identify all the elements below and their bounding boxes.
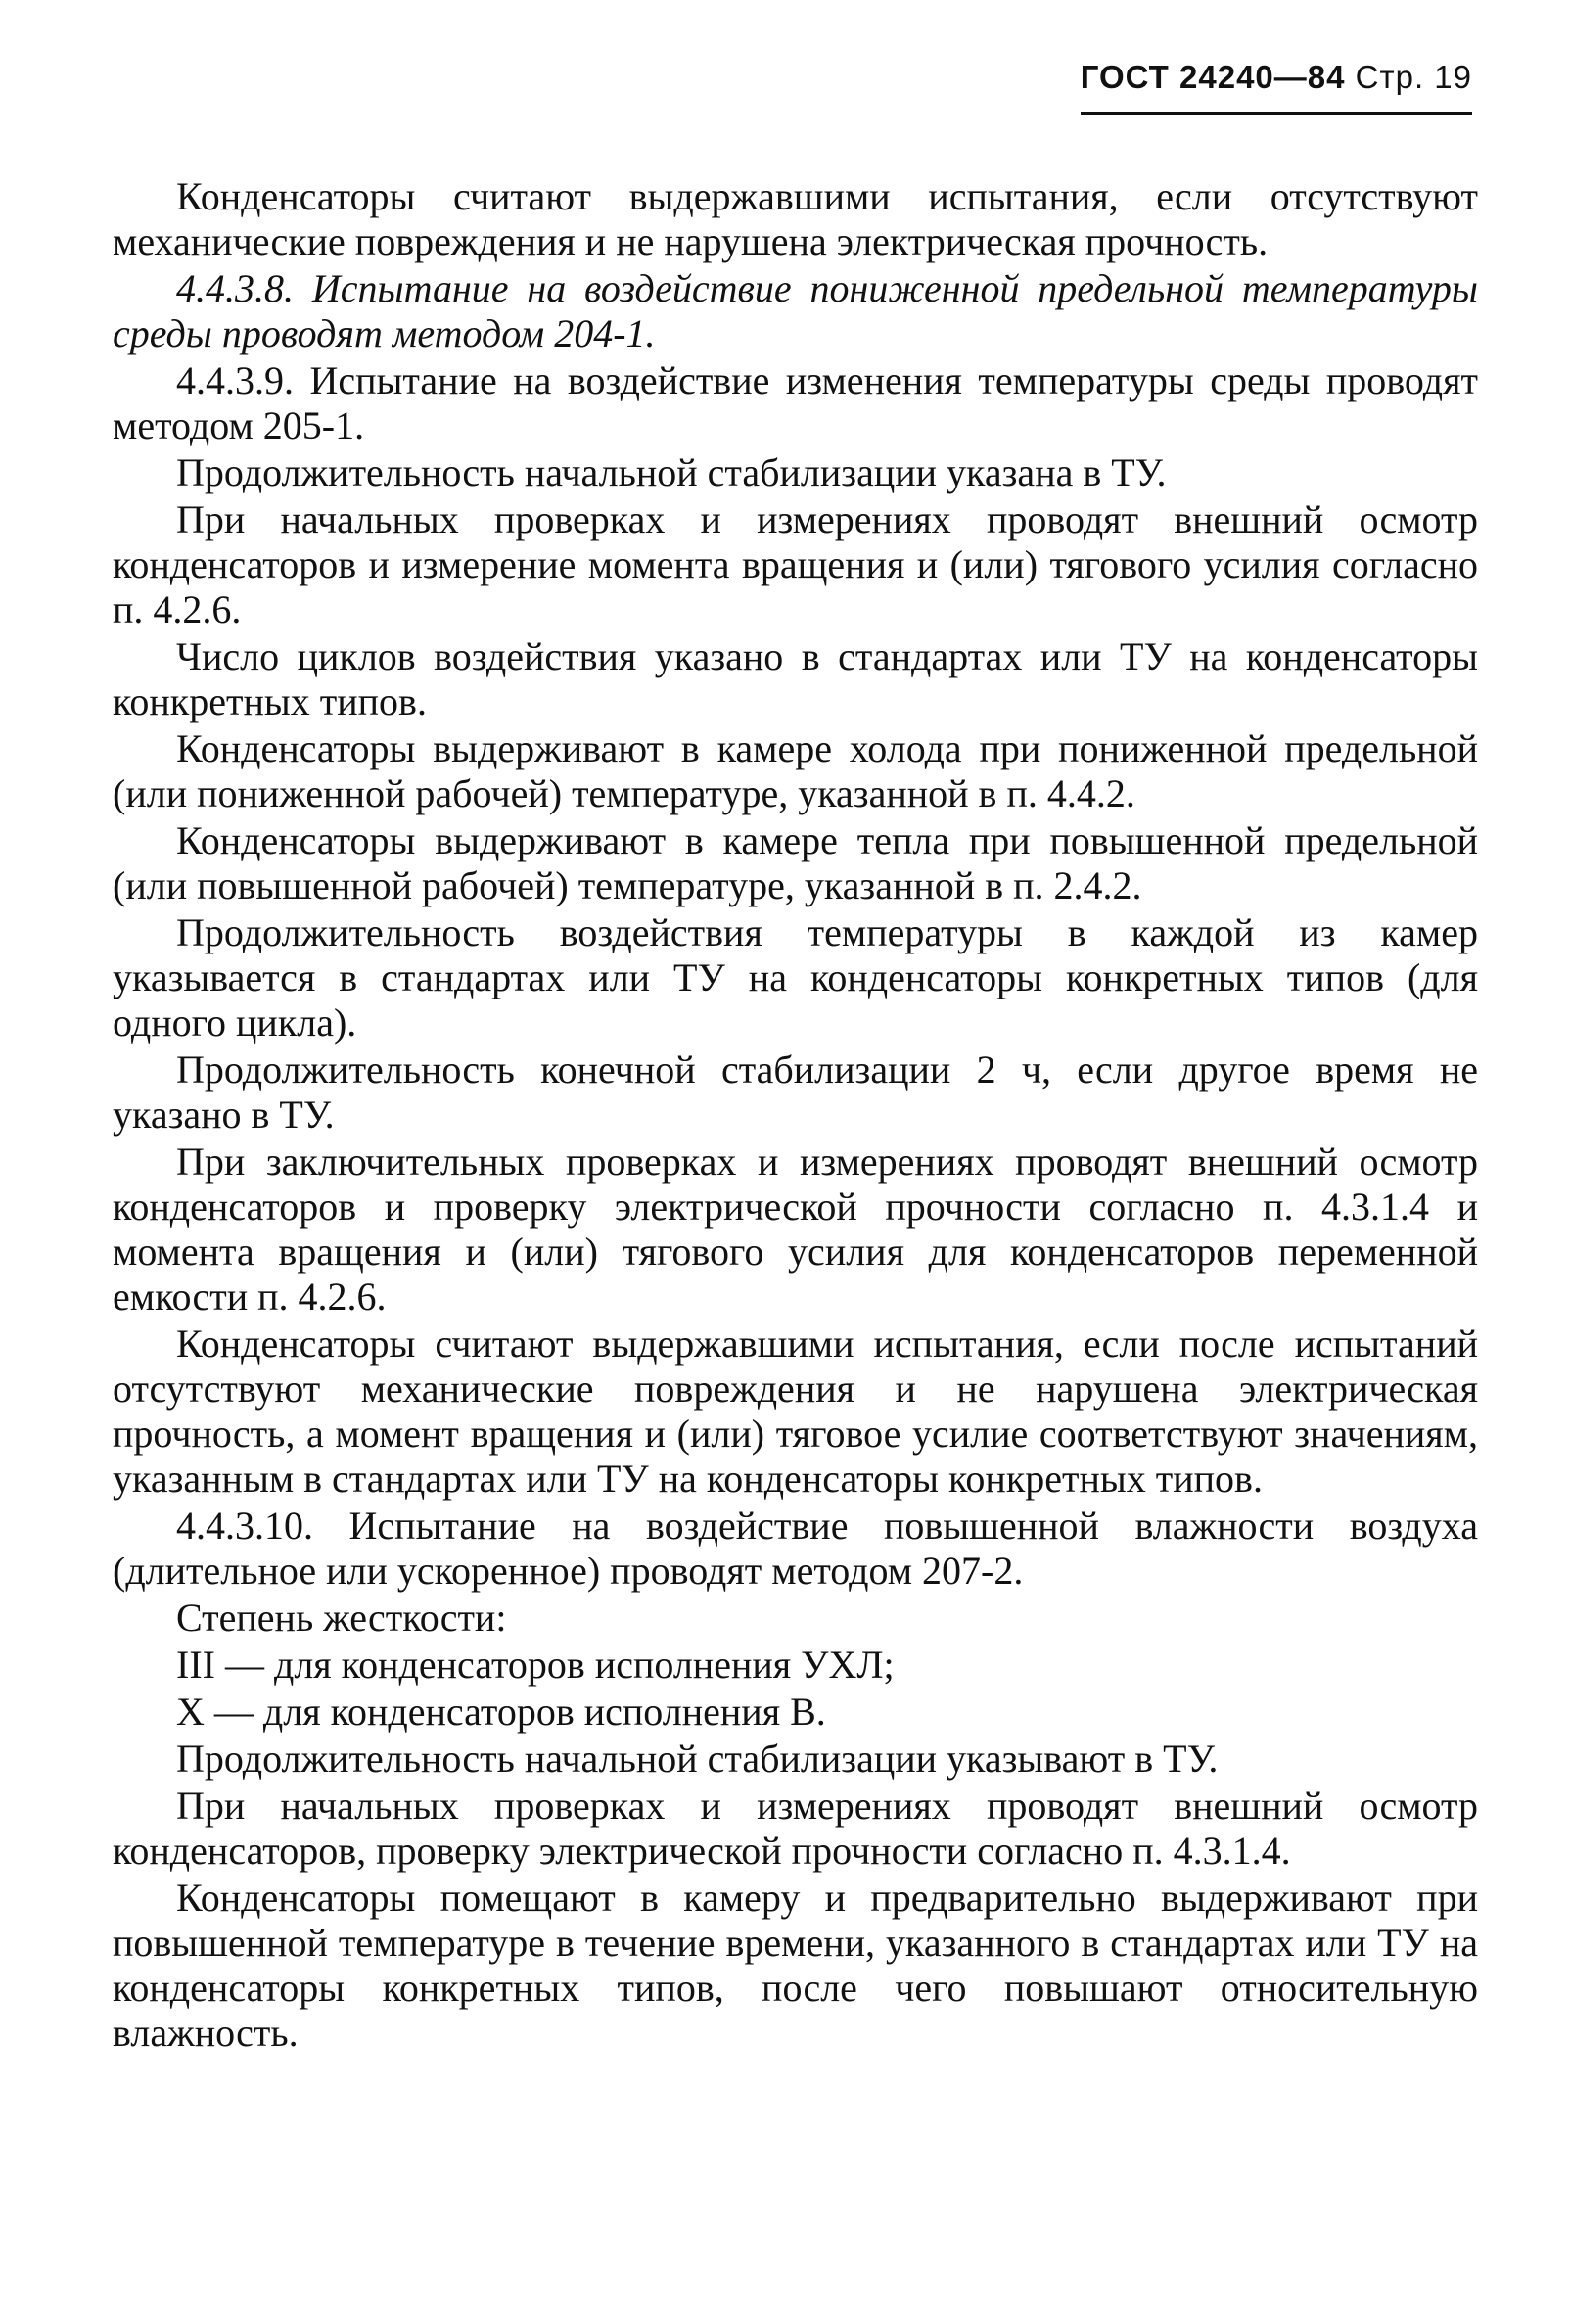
paragraph: При заключительных проверках и измерениях проводят внешний осмотр конденсаторов и проверку электрической прочности согласно п. 4.3.1.4 и момента вращения и (или) тягового усилия для конденсаторов переменной емкости п. 4.2.6. xyxy=(113,1139,1478,1319)
paragraph: Конденсаторы выдерживают в камере тепла при повышенной предельной (или повышенной рабочей) температуре, указанной в п. 2.4.2. xyxy=(113,818,1478,907)
paragraph-clause-4-4-3-8: 4.4.3.8. Испытание на воздействие пониженной предельной температуры среды проводят методом 204-1. xyxy=(113,266,1479,355)
page-number: Стр. 19 xyxy=(1355,59,1472,95)
list-item: III — для конденсаторов исполнения УХЛ; xyxy=(176,1643,895,1687)
paragraph: Конденсаторы считают выдержавшими испытания, если отсутствуют механические повреждения и не нарушена электрическая прочность. xyxy=(113,174,1478,263)
paragraph-clause-4-4-3-9: 4.4.3.9. Испытание на воздействие изменения температуры среды проводят методом 205-1. xyxy=(113,358,1478,447)
paragraph: Продолжительность начальной стабилизации указывают в ТУ. xyxy=(176,1737,1219,1781)
paragraph: При начальных проверках и измерениях проводят внешний осмотр конденсаторов, проверку электрической прочности согласно п. 4.3.1.4. xyxy=(113,1784,1478,1873)
paragraph: При начальных проверках и измерениях проводят внешний осмотр конденсаторов и измерение момента вращения и (или) тягового усилия согласно п. 4.2.6. xyxy=(113,497,1478,631)
paragraph: Число циклов воздействия указано в стандартах или ТУ на конденсаторы конкретных типов. xyxy=(113,634,1478,723)
paragraph: Продолжительность начальной стабилизации указана в ТУ. xyxy=(176,450,1167,494)
paragraph: Продолжительность воздействия температуры в каждой из камер указывается в стандартах или ТУ на конденсаторы конкретных типов (для одного цикла). xyxy=(113,910,1478,1045)
page-header xyxy=(1081,59,1472,115)
paragraph: Конденсаторы помещают в камеру и предварительно выдерживают при повышенной температуре в течение времени, указанного в стандартах или ТУ на конденсаторы конкретных типов, после чего повышают относительную влажность. xyxy=(113,1876,1478,2055)
document-body xyxy=(113,174,1478,2058)
paragraph: Продолжительность конечной стабилизации 2 ч, если другое время не указано в ТУ. xyxy=(113,1047,1478,1137)
paragraph: Конденсаторы считают выдержавшими испытания, если после испытаний отсутствуют механические повреждения и не нарушена электрическая прочность, а момент вращения и (или) тяговое усилие соответствуют значениям, указанным в стандартах или ТУ на конденсаторы конкретных типов. xyxy=(113,1322,1478,1501)
list-item: X — для конденсаторов исполнения В. xyxy=(176,1690,826,1734)
list-heading: Степень жесткости: xyxy=(176,1596,507,1640)
paragraph-clause-4-4-3-10: 4.4.3.10. Испытание на воздействие повышенной влажности воздуха (длительное или ускоренное) проводят методом 207-2. xyxy=(113,1504,1478,1593)
paragraph: Конденсаторы выдерживают в камере холода при пониженной предельной (или пониженной рабочей) температуре, указанной в п. 4.4.2. xyxy=(113,726,1478,815)
standard-number: ГОСТ 24240—84 xyxy=(1080,59,1346,95)
